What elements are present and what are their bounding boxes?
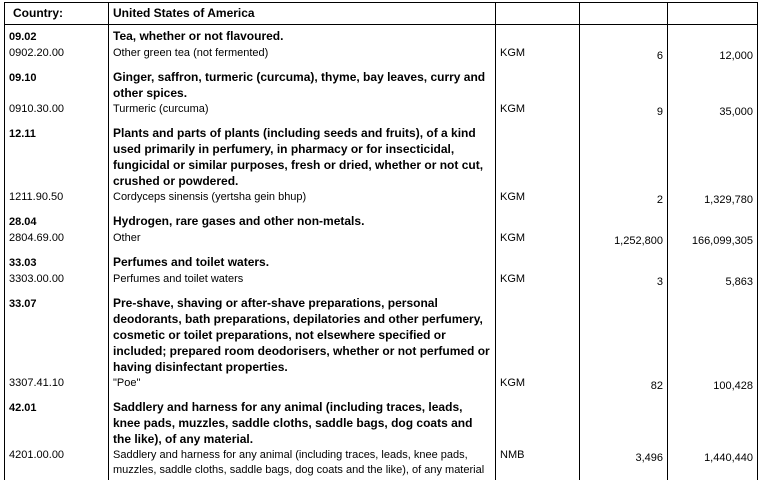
tariff-line-row xyxy=(5,375,758,396)
tariff-code-cell: 3303.00.00 xyxy=(5,271,109,292)
tariff-line-row xyxy=(5,189,758,210)
table-header-row xyxy=(5,3,758,25)
quantity-cell xyxy=(580,25,668,46)
value-cell xyxy=(668,251,758,271)
hs-code-cell: 12.11 xyxy=(5,122,109,189)
quantity-cell xyxy=(580,210,668,230)
value-cell: 1,440,440 xyxy=(668,447,758,480)
quantity-cell xyxy=(580,66,668,101)
quantity-cell: 6 xyxy=(580,45,668,66)
value-cell: 166,099,305 xyxy=(668,230,758,251)
hs-code-cell: 33.07 xyxy=(5,292,109,375)
country-label: Country: xyxy=(5,3,109,25)
unit-cell: KGM xyxy=(496,45,580,66)
line-description-cell: Turmeric (curcuma) xyxy=(109,101,496,122)
hs-heading-row xyxy=(5,292,758,375)
unit-cell: KGM xyxy=(496,375,580,396)
value-cell xyxy=(668,122,758,189)
tariff-line-row xyxy=(5,101,758,122)
hs-code-cell: 42.01 xyxy=(5,396,109,447)
unit-cell: KGM xyxy=(496,189,580,210)
heading-description-cell: Saddlery and harness for any animal (including traces, leads, knee pads, muzzles, saddle cloths, saddle bags, dog coats and the like), of any material. xyxy=(109,396,496,447)
line-description-cell: Other xyxy=(109,230,496,251)
quantity-cell xyxy=(580,396,668,447)
value-cell: 1,329,780 xyxy=(668,189,758,210)
value-cell xyxy=(668,25,758,46)
value-cell xyxy=(668,66,758,101)
tariff-code-cell: 0910.30.00 xyxy=(5,101,109,122)
hs-heading-row xyxy=(5,396,758,447)
hs-heading-row xyxy=(5,251,758,271)
unit-cell: KGM xyxy=(496,230,580,251)
quantity-cell xyxy=(580,292,668,375)
heading-description-cell: Pre-shave, shaving or after-shave preparations, personal deodorants, bath preparations, depilatories and other perfumery, cosmetic or toilet preparations, not elsewhere specified or included; prepared room deodorisers, whether or not perfumed or having disinfectant properties. xyxy=(109,292,496,375)
hs-code-cell: 33.03 xyxy=(5,251,109,271)
header-value-cell xyxy=(668,3,758,25)
quantity-cell: 2 xyxy=(580,189,668,210)
heading-description-cell: Hydrogen, rare gases and other non-metals. xyxy=(109,210,496,230)
value-cell: 12,000 xyxy=(668,45,758,66)
unit-cell xyxy=(496,292,580,375)
tariff-line-row xyxy=(5,45,758,66)
quantity-cell: 3 xyxy=(580,271,668,292)
hs-code-cell: 09.02 xyxy=(5,25,109,46)
unit-cell: KGM xyxy=(496,271,580,292)
quantity-cell: 3,496 xyxy=(580,447,668,480)
quantity-cell: 82 xyxy=(580,375,668,396)
line-description-cell: "Poe" xyxy=(109,375,496,396)
value-cell: 35,000 xyxy=(668,101,758,122)
quantity-cell: 1,252,800 xyxy=(580,230,668,251)
tariff-line-row xyxy=(5,447,758,480)
heading-description-cell: Tea, whether or not flavoured. xyxy=(109,25,496,46)
hs-code-cell: 09.10 xyxy=(5,66,109,101)
unit-cell: NMB xyxy=(496,447,580,480)
header-unit-cell xyxy=(496,3,580,25)
unit-cell xyxy=(496,122,580,189)
hs-heading-row xyxy=(5,25,758,46)
heading-description-cell: Plants and parts of plants (including seeds and fruits), of a kind used primarily in perfumery, in pharmacy or for insecticidal, fungicidal or similar purposes, fresh or dried, whether or not cut, crushed or powdered. xyxy=(109,122,496,189)
tariff-table xyxy=(4,2,758,480)
tariff-code-cell: 1211.90.50 xyxy=(5,189,109,210)
line-description-cell: Other green tea (not fermented) xyxy=(109,45,496,66)
country-value: United States of America xyxy=(109,3,496,25)
unit-cell: KGM xyxy=(496,101,580,122)
tariff-table-body xyxy=(5,3,758,480)
value-cell: 100,428 xyxy=(668,375,758,396)
hs-heading-row xyxy=(5,210,758,230)
hs-heading-row xyxy=(5,66,758,101)
hs-heading-row xyxy=(5,122,758,189)
line-description-cell: Perfumes and toilet waters xyxy=(109,271,496,292)
unit-cell xyxy=(496,396,580,447)
unit-cell xyxy=(496,66,580,101)
tariff-code-cell: 4201.00.00 xyxy=(5,447,109,480)
value-cell: 5,863 xyxy=(668,271,758,292)
header-quantity-cell xyxy=(580,3,668,25)
quantity-cell: 9 xyxy=(580,101,668,122)
value-cell xyxy=(668,292,758,375)
unit-cell xyxy=(496,25,580,46)
tariff-code-cell: 2804.69.00 xyxy=(5,230,109,251)
value-cell xyxy=(668,210,758,230)
heading-description-cell: Perfumes and toilet waters. xyxy=(109,251,496,271)
line-description-cell: Cordyceps sinensis (yertsha gein bhup) xyxy=(109,189,496,210)
quantity-cell xyxy=(580,251,668,271)
line-description-cell: Saddlery and harness for any animal (including traces, leads, knee pads, muzzles, saddle cloths, saddle bags, dog coats and the like), of any material xyxy=(109,447,496,480)
unit-cell xyxy=(496,210,580,230)
tariff-line-row xyxy=(5,271,758,292)
quantity-cell xyxy=(580,122,668,189)
tariff-line-row xyxy=(5,230,758,251)
value-cell xyxy=(668,396,758,447)
heading-description-cell: Ginger, saffron, turmeric (curcuma), thyme, bay leaves, curry and other spices. xyxy=(109,66,496,101)
tariff-code-cell: 3307.41.10 xyxy=(5,375,109,396)
hs-code-cell: 28.04 xyxy=(5,210,109,230)
unit-cell xyxy=(496,251,580,271)
tariff-code-cell: 0902.20.00 xyxy=(5,45,109,66)
